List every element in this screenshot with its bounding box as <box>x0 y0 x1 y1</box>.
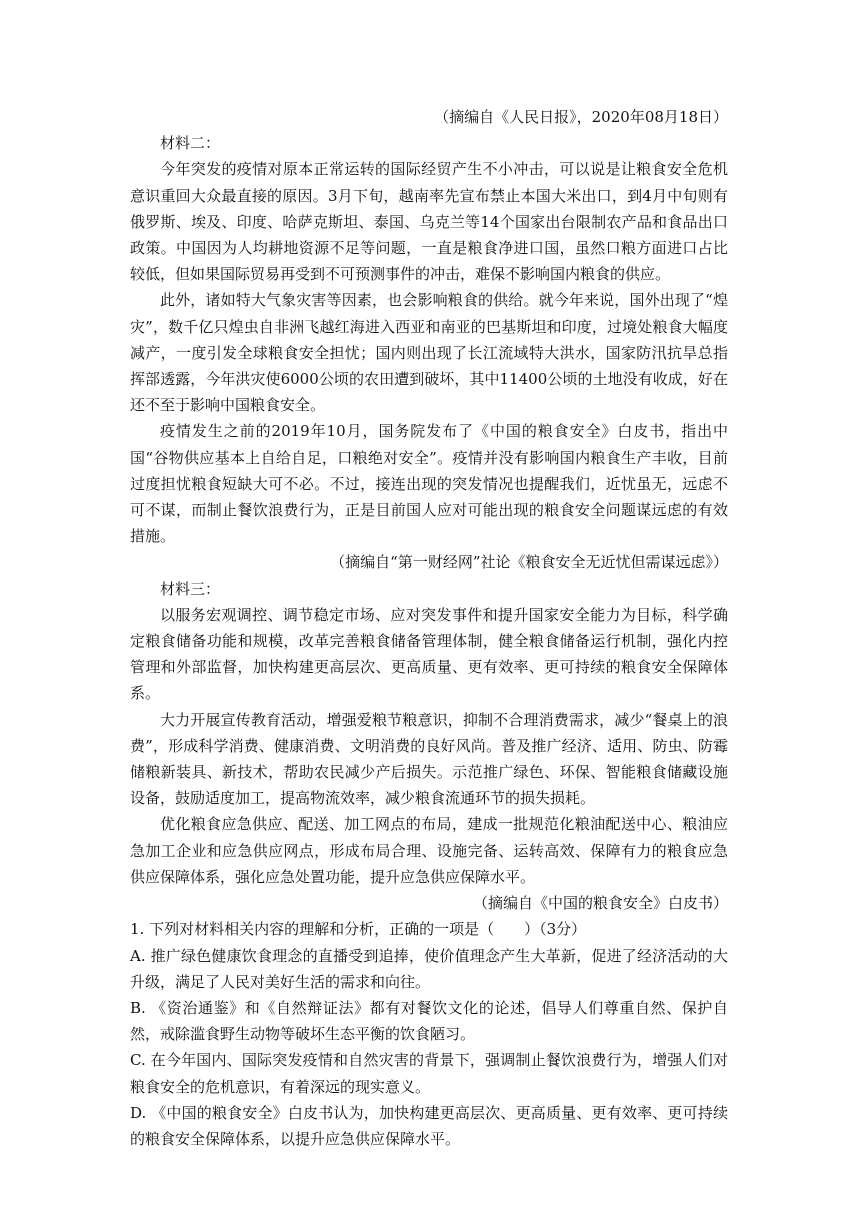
question-1-option-a: A. 推广绿色健康饮食理念的直播受到追捧，使价值理念产生大革新，促进了经济活动的大升级，满足了人民对美好生活的需求和向往。 <box>130 946 728 991</box>
source-citation-3: （摘编自《中国的粮食安全》白皮书） <box>472 894 728 913</box>
material-2-heading: 材料二： <box>160 134 221 153</box>
question-1-option-b: B. 《资治通鉴》和《自然辩证法》都有对餐饮文化的论述，倡导人们尊重自然、保护自然，戒除滥食野生动物等破坏生态平衡的饮食陋习。 <box>130 998 728 1044</box>
question-1-stem: 1. 下列对材料相关内容的理解和分析，正确的一项是（ ）（3分） <box>130 920 587 939</box>
question-1-option-d: D. 《中国的粮食安全》白皮书认为，加快构建更高层次、更高质量、更有效率、更可持续的粮食安全保障体系，以提升应急供应保障水平。 <box>130 1103 728 1148</box>
source-citation-1: （摘编自《人民日报》，2020年08月18日） <box>434 108 728 126</box>
material-3-paragraph-3: 优化粮食应急供应、配送、加工网点的布局，建成一批规范化粮油配送中心、粮油应急加工企业和应急供应网点，形成布局合理、设施完备、运转高效、保障有力的粮食应急供应保障体系，强化应急处置功能，提升应急供应保障水平。 <box>130 815 728 886</box>
material-2-paragraph-1: 今年突发的疫情对原本正常运转的国际经贸产生不小冲击，可以说是让粮食安全危机意识重回大众最直接的原因。3月下旬，越南率先宣布禁止本国大米出口，到4月中旬则有俄罗斯、埃及、印度、哈萨克斯坦、泰国、乌克兰等14个国家出台限制农产品和食品出口政策。中国因为人均耕地资源不足等问题，一直是粮食净进口国，虽然口粮方面进口占比较低，但如果国际贸易再受到不可预测事件的冲击，难保不影响国内粮食的供应。 <box>130 160 728 284</box>
material-3-heading: 材料三： <box>160 579 221 598</box>
material-2-paragraph-2: 此外，诸如特大气象灾害等因素，也会影响粮食的供给。就今年来说，国外出现了“煌灾”，数千亿只煌虫自非洲飞越红海进入西亚和南亚的巴基斯坦和印度，过境处粮食大幅度减产，一度引发全球粮食安全担忧；国内则出现了长江流域特大洪水，国家防汛抗旱总指挥部透露，今年洪灾使6000公顷的农田遭到破坏，其中11400公顷的土地没有收成，好在还不至于影响中国粮食安全。 <box>130 291 728 415</box>
material-3-paragraph-2: 大力开展宣传教育活动，增强爱粮节粮意识，抑制不合理消费需求，减少“餐桌上的浪费”，形成科学消费、健康消费、文明消费的良好风尚。普及推广经济、适用、防虫、防霉储粮新装具、新技术，帮助农民减少产后损失。示范推广绿色、环保、智能粮食储藏设施设备，鼓励适度加工，提高物流效率，减少粮食流通环节的损失损耗。 <box>130 710 728 808</box>
source-citation-2: （摘编自“第一财经网”社论《粮食安全无近忧但需谋远虑》） <box>330 553 728 572</box>
question-1-option-c: C. 在今年国内、国际突发疫情和自然灾害的背景下，强调制止餐饮浪费行为，增强人们对粮食安全的危机意识，有着深远的现实意义。 <box>130 1051 728 1096</box>
material-2-paragraph-3: 疫情发生之前的2019年10月，国务院发布了《中国的粮食安全》白皮书，指出中国“谷物供应基本上自给自足，口粮绝对安全”。疫情并没有影响国内粮食生产丰收，目前过度担忧粮食短缺大可不必。不过，接连出现的突发情况也提醒我们，近忧虽无，远虑不可不谋，而制止餐饮浪费行为，正是目前国人应对可能出现的粮食安全问题谋远虑的有效措施。 <box>130 422 728 546</box>
material-3-paragraph-1: 以服务宏观调控、调节稳定市场、应对突发事件和提升国家安全能力为目标，科学确定粮食储备功能和规模，改革完善粮食储备管理体制，健全粮食储备运行机制，强化内控管理和外部监督，加快构建更高层次、更高质量、更有效率、更可持续的粮食安全保障体系。 <box>130 605 728 703</box>
document-page <box>130 104 728 1152</box>
